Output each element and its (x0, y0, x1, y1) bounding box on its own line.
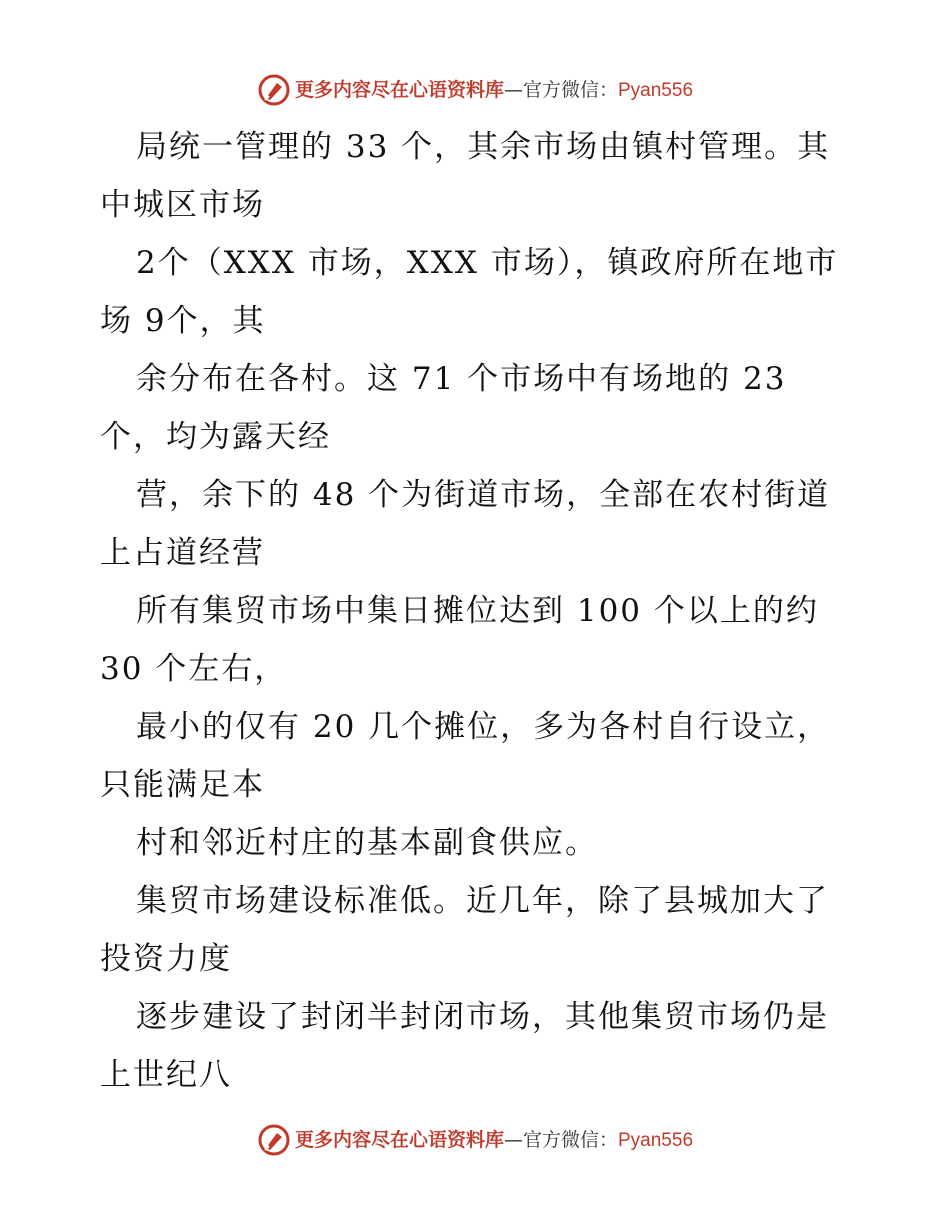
page-header-watermark (0, 70, 950, 110)
header-label: —官方微信： (503, 78, 618, 101)
document-body (100, 118, 860, 1104)
page-footer-watermark (0, 1120, 950, 1160)
body-line: 投资力度 (100, 941, 232, 977)
footer-label: —官方微信： (503, 1128, 618, 1151)
header-wechat-id: Pyan556 (618, 79, 694, 101)
pen-nib-logo-icon (257, 73, 291, 107)
body-line: 村和邻近村庄的基本副食供应。 (136, 825, 598, 861)
header-watermark-text (294, 78, 694, 101)
body-line: 2个（XXX 市场，XXX 市场），镇政府所在地市 (136, 245, 839, 281)
body-line: 场 9个，其 (100, 303, 266, 339)
body-line: 集贸市场建设标准低。近几年，除了县城加大了 (136, 883, 829, 919)
header-brand: 更多内容尽在心语资料库 (294, 78, 504, 101)
footer-watermark-text (294, 1128, 694, 1151)
pen-nib-logo-icon (257, 1123, 291, 1157)
body-line: 上占道经营 (100, 535, 265, 571)
body-line: 上世纪八 (100, 1057, 232, 1093)
body-line: 个，均为露天经 (100, 419, 331, 455)
body-line: 局统一管理的 33 个，其余市场由镇村管理。其 (136, 129, 831, 165)
body-line: 余分布在各村。这 71 个市场中有场地的 23 (136, 361, 787, 397)
body-line: 中城区市场 (100, 187, 265, 223)
body-line: 30 个左右， (100, 651, 288, 687)
body-line: 营，余下的 48 个为街道市场，全部在农村街道 (136, 477, 831, 513)
body-line: 逐步建设了封闭半封闭市场，其他集贸市场仍是 (136, 999, 829, 1035)
body-line: 只能满足本 (100, 767, 265, 803)
body-line: 最小的仅有 20 几个摊位，多为各村自行设立， (136, 709, 831, 745)
footer-brand: 更多内容尽在心语资料库 (294, 1128, 504, 1151)
footer-wechat-id: Pyan556 (618, 1129, 694, 1151)
body-line: 所有集贸市场中集日摊位达到 100 个以上的约 (136, 593, 819, 629)
